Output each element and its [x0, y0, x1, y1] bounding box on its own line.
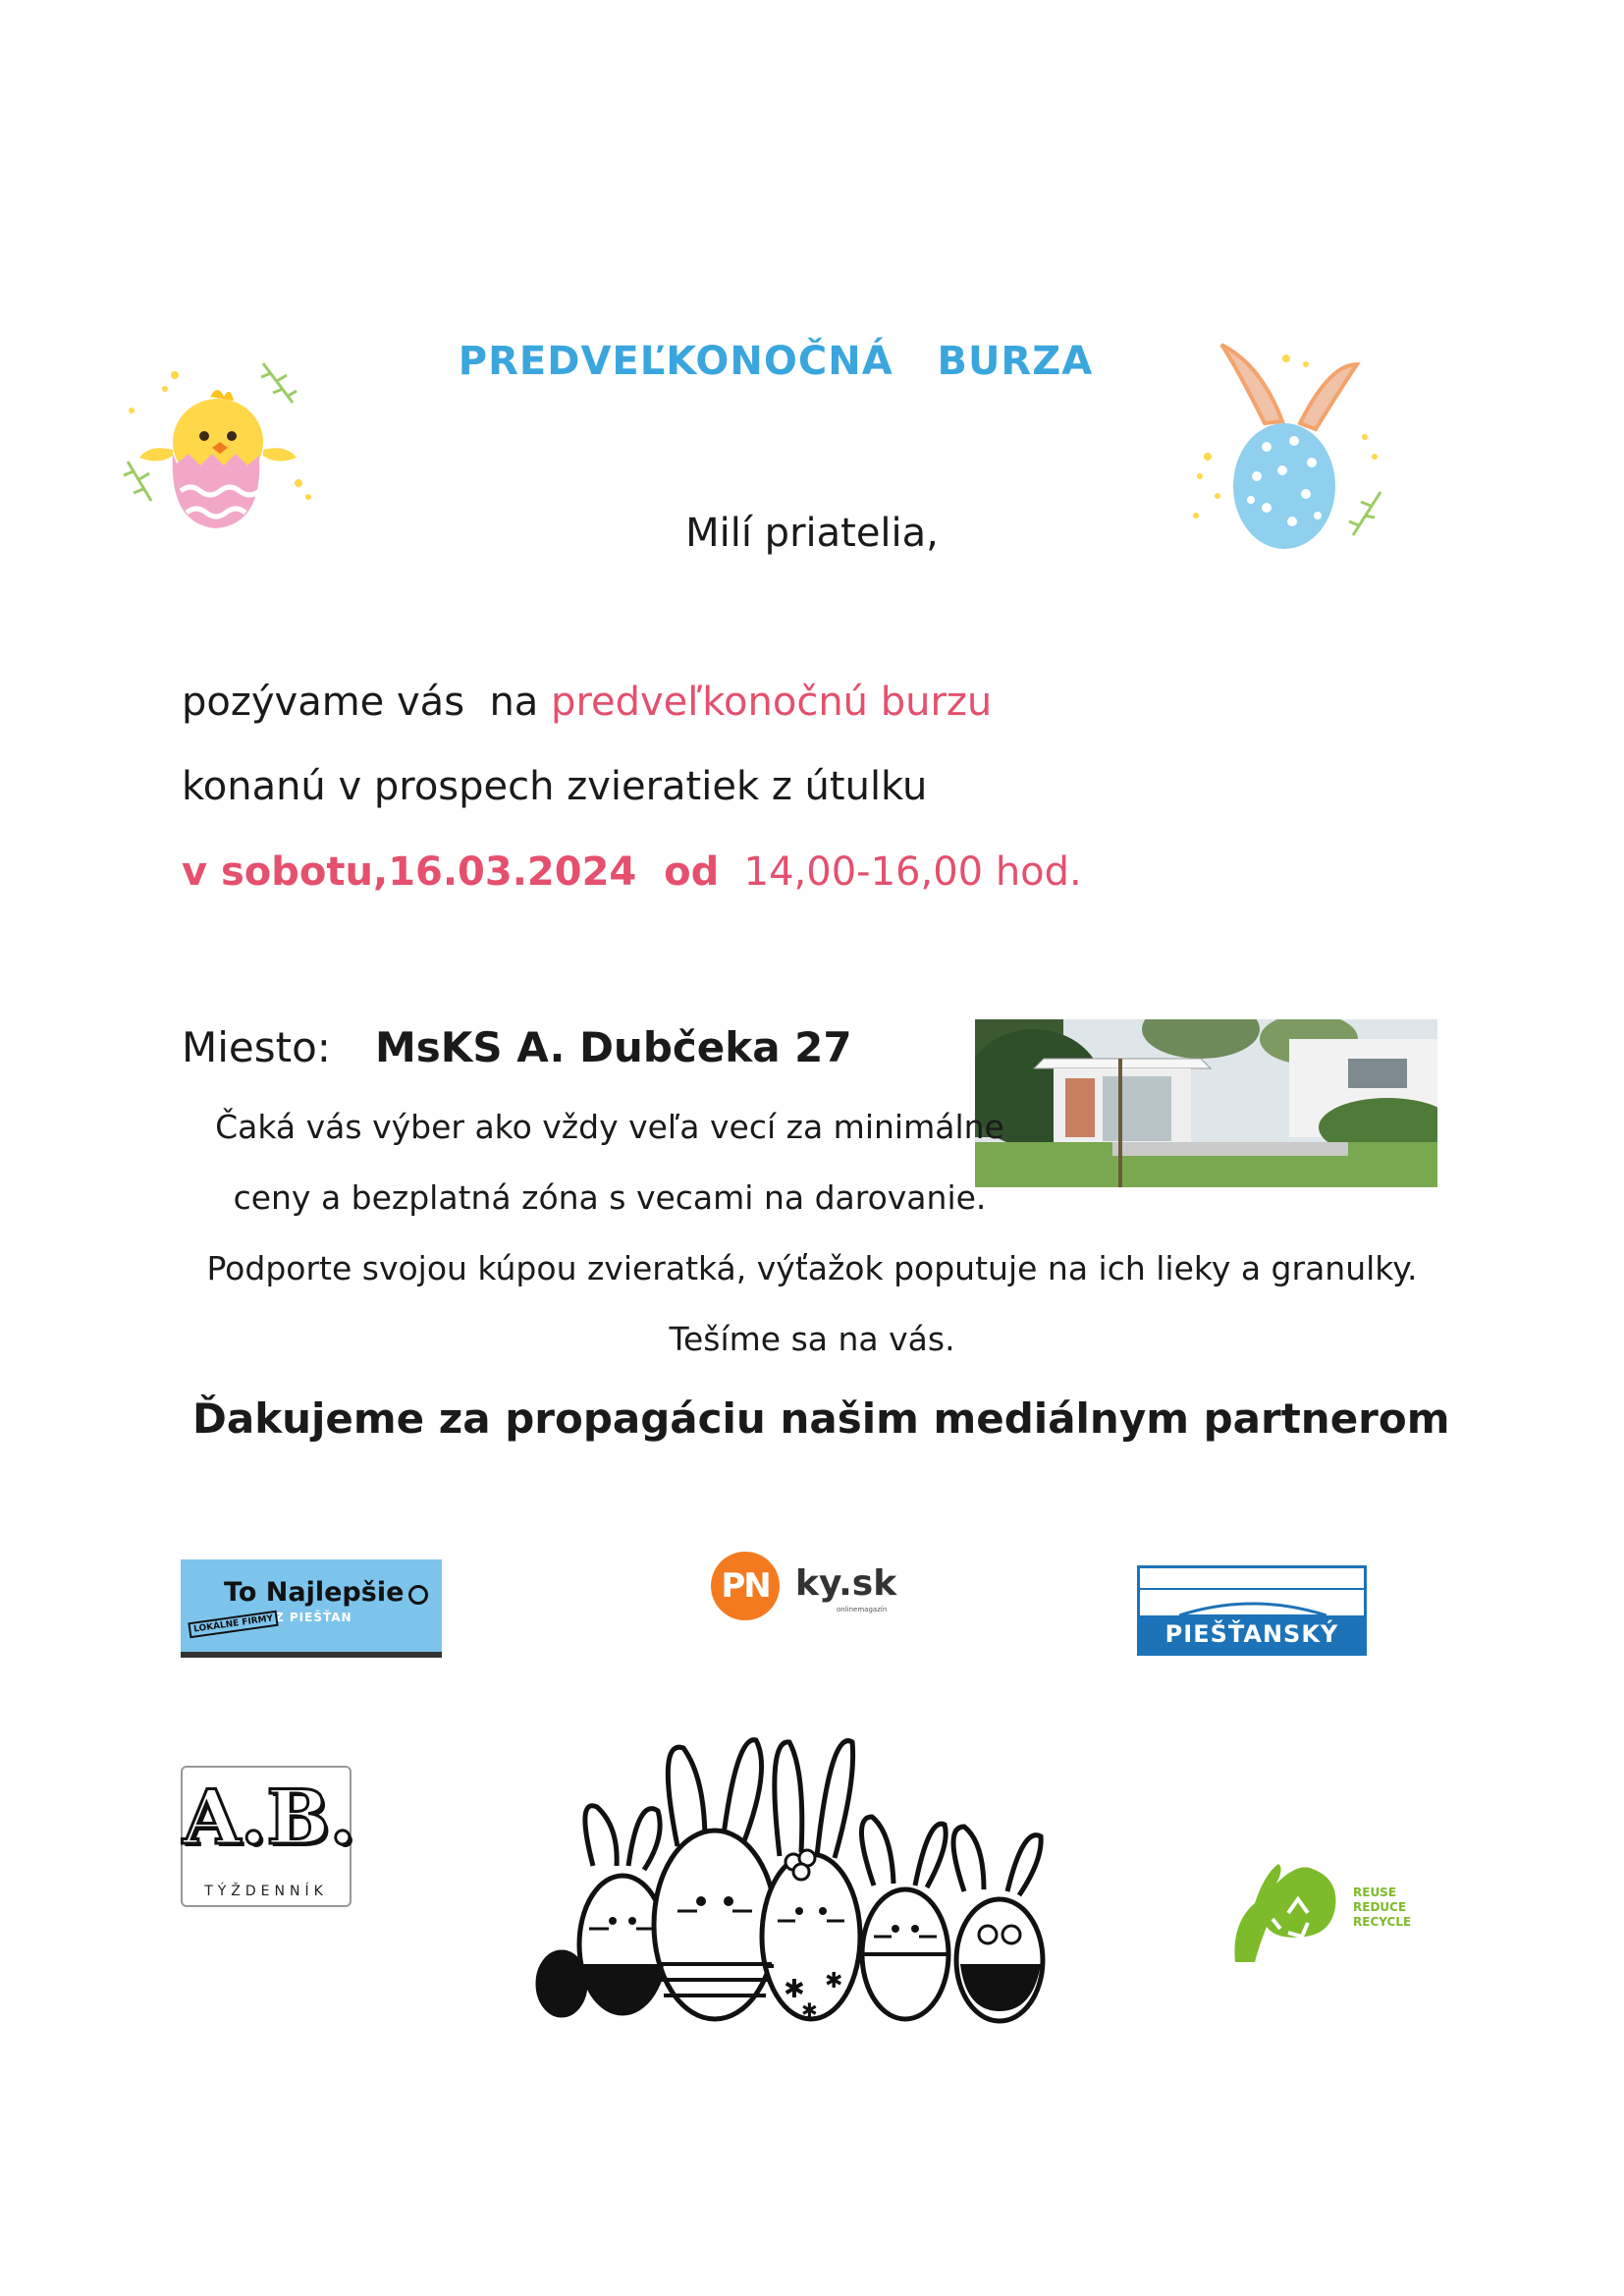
invite-line: [182, 680, 992, 725]
logo-reuse-word: REUSE: [1353, 1886, 1397, 1899]
logo-to-najlepsie-name: To Najlepšie: [224, 1577, 405, 1608]
logo-reuse-words: [1353, 1886, 1411, 1930]
recycle-hand-icon: [1225, 1854, 1353, 1972]
invite-highlight: predveľkonočnú burzu: [551, 680, 993, 725]
logo-to-najlepsie: [181, 1559, 442, 1658]
logo-pnky: [711, 1552, 927, 1620]
bridge-icon: [1179, 1598, 1326, 1617]
svg-text:✱: ✱: [784, 1975, 805, 2004]
purpose-line: konanú v prospech zvieratiek z útulku: [182, 764, 928, 809]
logo-reduce-word: REDUCE: [1353, 1900, 1407, 1914]
place-value: MsKS A. Dubčeka 27: [375, 1023, 852, 1071]
logo-piestansky-tyzden: [1137, 1565, 1367, 1685]
logo-pt-name: PIEŠŤANSKÝ TÝŽDEŇ: [1140, 1615, 1364, 1653]
body-line-3: Podporte svojou kúpou zvieratká, výťažok poputuje na ich lieky a granulky.: [206, 1249, 1418, 1287]
bunny-family-illustration: [530, 1719, 1080, 2033]
logo-pt-topbar: [1140, 1568, 1364, 1590]
logo-reuse-reduce-recycle: [1225, 1854, 1422, 1972]
body-line-2: ceny a bezplatná zóna s vecami na darovanie.: [233, 1178, 987, 1217]
logo-recycle-word: RECYCLE: [1353, 1915, 1412, 1929]
logo-ab-tyzdennik: [181, 1766, 356, 1907]
logo-ab-sub: TÝŽDENNÍK: [204, 1884, 328, 1899]
check-icon: [408, 1585, 428, 1605]
page-title: PREDVEĽKONOČNÁ BURZA: [458, 339, 1094, 384]
svg-text:✱: ✱: [825, 1969, 843, 1994]
greeting: Milí priatelia,: [685, 511, 939, 556]
logo-to-najlepsie-sub: Z PIEŠŤAN: [275, 1611, 352, 1624]
logo-pnky-tag: onlinemagazín: [837, 1606, 888, 1613]
svg-text:✱: ✱: [801, 1998, 818, 2022]
date-line: [182, 849, 1082, 895]
invite-prefix: pozývame vás na: [182, 680, 552, 725]
body-line-1: Čaká vás výber ako vždy veľa vecí za minimálne: [215, 1108, 1004, 1146]
date-day: v sobotu,16.03.2024 od: [182, 849, 720, 895]
logo-ab-mark: A.B.: [183, 1774, 356, 1861]
venue-photo: [975, 1019, 1437, 1187]
logo-pnky-circle: PN: [711, 1552, 780, 1620]
thanks-heading: Ďakujeme za propagáciu našim mediálnym partnerom: [192, 1394, 1450, 1443]
logo-to-najlepsie-badge: LOKÁLNE FIRMY: [188, 1611, 279, 1639]
body-line-4: Tešíme sa na vás.: [669, 1320, 955, 1358]
date-time: 14,00-16,00 hod.: [743, 849, 1082, 895]
place-label: Miesto:: [182, 1023, 331, 1071]
logo-pnky-text: ky.sk: [795, 1563, 897, 1604]
